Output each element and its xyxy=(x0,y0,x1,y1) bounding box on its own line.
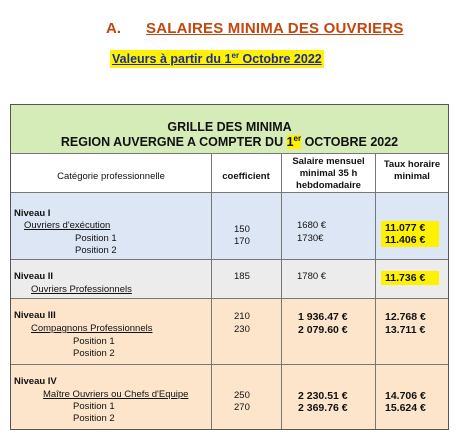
level-1-rate-2: 11.406 € xyxy=(385,234,426,246)
level-4-position-2: Position 2 xyxy=(73,413,115,424)
minima-table xyxy=(10,104,449,430)
level-4-rate-1: 14.706 € xyxy=(385,390,426,402)
level-1-name: Niveau I xyxy=(14,208,51,219)
table-title-line2-pre: REGION AUVERGNE A COMPTER DU xyxy=(60,135,287,149)
section-title: SALAIRES MINIMA DES OUVRIERS xyxy=(146,20,404,37)
level-1-position-2: Position 2 xyxy=(75,245,117,256)
level-3-salary-1: 1 936.47 € xyxy=(298,311,348,323)
section-letter: A. xyxy=(106,20,121,37)
level-4-salary-1: 2 230.51 € xyxy=(298,390,348,402)
level-4-coef-2: 270 xyxy=(234,402,250,413)
level-3-coef-2: 230 xyxy=(234,324,250,335)
level-2-coef-1: 185 xyxy=(234,271,250,282)
level-3-group: Compagnons Professionnels xyxy=(31,323,153,334)
col-header-coefficient: coefficient xyxy=(222,171,270,182)
level-3-rate-1: 12.768 € xyxy=(385,311,426,323)
level-3-name: Niveau III xyxy=(14,310,56,321)
table-title-line2-post: OCTOBRE 2022 xyxy=(301,135,399,149)
table-title-date-highlight xyxy=(287,135,302,149)
level-3-salary-2: 2 079.60 € xyxy=(298,324,348,336)
validity-subtitle xyxy=(110,50,324,68)
col-header-rate: Taux horaire minimal xyxy=(383,159,441,182)
table-title-line2 xyxy=(11,135,448,149)
level-3-rate-2: 13.711 € xyxy=(385,324,426,336)
level-1-salary-1: 1680 € xyxy=(297,220,327,231)
level-2-rate-1: 11.736 € xyxy=(385,272,426,284)
table-title-sup: er xyxy=(293,133,302,143)
subtitle-sup: er xyxy=(231,50,240,60)
col-sep-3 xyxy=(375,153,376,429)
level-2-name: Niveau II xyxy=(14,271,54,282)
level-1-position-1: Position 1 xyxy=(75,233,117,244)
col-sep-1 xyxy=(211,153,212,429)
level-4-group: Maître Ouvriers ou Chefs d'Equipe xyxy=(43,389,189,400)
col-header-salary: Salaire mensuel minimal 35 h hebdomadaire xyxy=(292,156,365,191)
level-2-salary-1: 1780 € xyxy=(297,271,327,282)
level-1-rate-1: 11.077 € xyxy=(385,222,426,234)
level-4-position-1: Position 1 xyxy=(73,401,115,412)
level-2-group: Ouvriers Professionnels xyxy=(31,284,132,295)
table-title-day: 1 xyxy=(286,135,294,149)
table-title-line1: GRILLE DES MINIMA xyxy=(167,120,292,134)
level-4-coef-1: 250 xyxy=(234,390,250,401)
level-1-salary-2: 1730€ xyxy=(297,233,324,244)
level-3-coef-1: 210 xyxy=(234,311,250,322)
level-1-group: Ouvriers d'exécution xyxy=(24,220,111,231)
level-1-coef-2: 170 xyxy=(234,236,250,247)
col-header-category: Catégorie professionnelle xyxy=(57,171,165,182)
level-3-position-2: Position 2 xyxy=(73,348,115,359)
subtitle-text-post: Octobre 2022 xyxy=(239,52,322,66)
level-3-position-1: Position 1 xyxy=(73,336,115,347)
level-4-rate-2: 15.624 € xyxy=(385,402,426,414)
level-4-name: Niveau IV xyxy=(14,376,57,387)
level-4-salary-2: 2 369.76 € xyxy=(298,402,348,414)
table-banner xyxy=(11,105,448,154)
level-1-coef-1: 150 xyxy=(234,224,250,235)
subtitle-text-pre: Valeurs à partir du 1 xyxy=(112,52,232,66)
col-sep-2 xyxy=(281,153,282,429)
